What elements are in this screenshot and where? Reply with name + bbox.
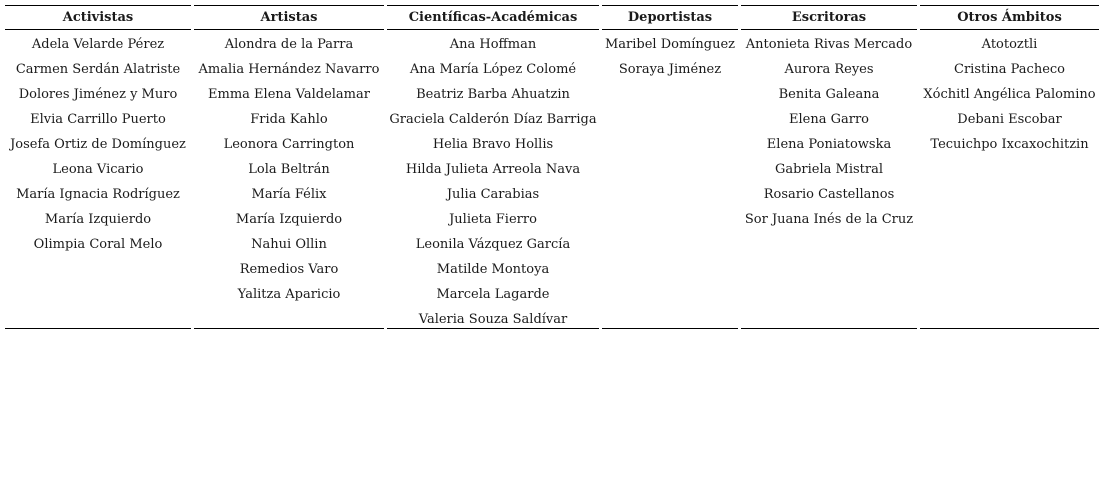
- name-cell: Dolores Jiménez y Muro: [18, 87, 178, 102]
- name-cell: Ana María López Colomé: [409, 62, 577, 77]
- name-cell: Graciela Calderón Díaz Barriga: [389, 112, 597, 127]
- name-cell: Atotoztli: [981, 37, 1038, 52]
- name-cell: Beatriz Barba Ahuatzin: [416, 87, 570, 102]
- name-cell: Elena Poniatowska: [766, 137, 892, 152]
- name-cell: Olimpia Coral Melo: [33, 237, 163, 252]
- name-cell: María Ignacia Rodríguez: [16, 187, 180, 202]
- name-list: [741, 30, 917, 232]
- name-cell: Elena Garro: [789, 112, 869, 127]
- name-cell: Tecuichpo Ixcaxochitzin: [930, 137, 1089, 152]
- name-cell: Elvia Carrillo Puerto: [30, 112, 166, 127]
- name-cell: Alondra de la Parra: [224, 37, 354, 52]
- name-cell: María Félix: [251, 187, 327, 202]
- name-cell: Julieta Fierro: [449, 212, 537, 227]
- column-deportistas: [602, 5, 738, 329]
- name-cell: Soraya Jiménez: [618, 62, 722, 77]
- name-cell: Sor Juana Inés de la Cruz: [744, 212, 914, 227]
- name-cell: Aurora Reyes: [784, 62, 874, 77]
- name-cell: Antonieta Rivas Mercado: [745, 37, 913, 52]
- name-cell: Cristina Pacheco: [954, 62, 1065, 77]
- name-cell: Nahui Ollin: [251, 237, 327, 252]
- column-escritoras: [741, 5, 917, 329]
- column-header: Escritoras: [741, 6, 917, 30]
- column-otros-ambitos: [920, 5, 1099, 329]
- name-cell: Gabriela Mistral: [774, 162, 884, 177]
- name-cell: Amalia Hernández Navarro: [198, 62, 380, 77]
- name-cell: Debani Escobar: [957, 112, 1062, 127]
- name-cell: Benita Galeana: [778, 87, 880, 102]
- column-header: Científicas-Académicas: [387, 6, 599, 30]
- name-cell: Frida Kahlo: [250, 112, 328, 127]
- name-list: [194, 30, 384, 307]
- women-table: [5, 5, 1099, 329]
- name-cell: María Izquierdo: [44, 212, 152, 227]
- name-cell: Rosario Castellanos: [763, 187, 895, 202]
- name-cell: Xóchitl Angélica Palomino: [923, 87, 1096, 102]
- name-cell: Valeria Souza Saldívar: [418, 312, 568, 327]
- name-cell: María Izquierdo: [235, 212, 343, 227]
- name-list: [387, 30, 599, 332]
- column-header: Activistas: [5, 6, 191, 30]
- column-activistas: [5, 5, 191, 329]
- column-header: Deportistas: [602, 6, 738, 30]
- column-artistas: [194, 5, 384, 329]
- name-cell: Leonila Vázquez García: [415, 237, 571, 252]
- column-header: Artistas: [194, 6, 384, 30]
- name-cell: Ana Hoffman: [449, 37, 537, 52]
- name-cell: Julia Carabias: [446, 187, 540, 202]
- name-cell: Josefa Ortiz de Domínguez: [10, 137, 186, 152]
- column-header: Otros Ámbitos: [920, 6, 1099, 30]
- name-list: [602, 30, 738, 82]
- name-list: [920, 30, 1099, 157]
- name-cell: Carmen Serdán Alatriste: [15, 62, 181, 77]
- column-cientificas-academicas: [387, 5, 599, 329]
- name-cell: Helia Bravo Hollis: [432, 137, 554, 152]
- name-cell: Adela Velarde Pérez: [31, 37, 165, 52]
- name-cell: Remedios Varo: [239, 262, 339, 277]
- name-cell: Leonora Carrington: [223, 137, 355, 152]
- name-cell: Matilde Montoya: [436, 262, 550, 277]
- name-cell: Emma Elena Valdelamar: [208, 87, 370, 102]
- name-list: [5, 30, 191, 257]
- name-cell: Marcela Lagarde: [436, 287, 550, 302]
- name-cell: Hilda Julieta Arreola Nava: [405, 162, 581, 177]
- name-cell: Lola Beltrán: [248, 162, 330, 177]
- name-cell: Yalitza Aparicio: [237, 287, 341, 302]
- name-cell: Leona Vicario: [52, 162, 144, 177]
- name-cell: Maribel Domínguez: [604, 37, 736, 52]
